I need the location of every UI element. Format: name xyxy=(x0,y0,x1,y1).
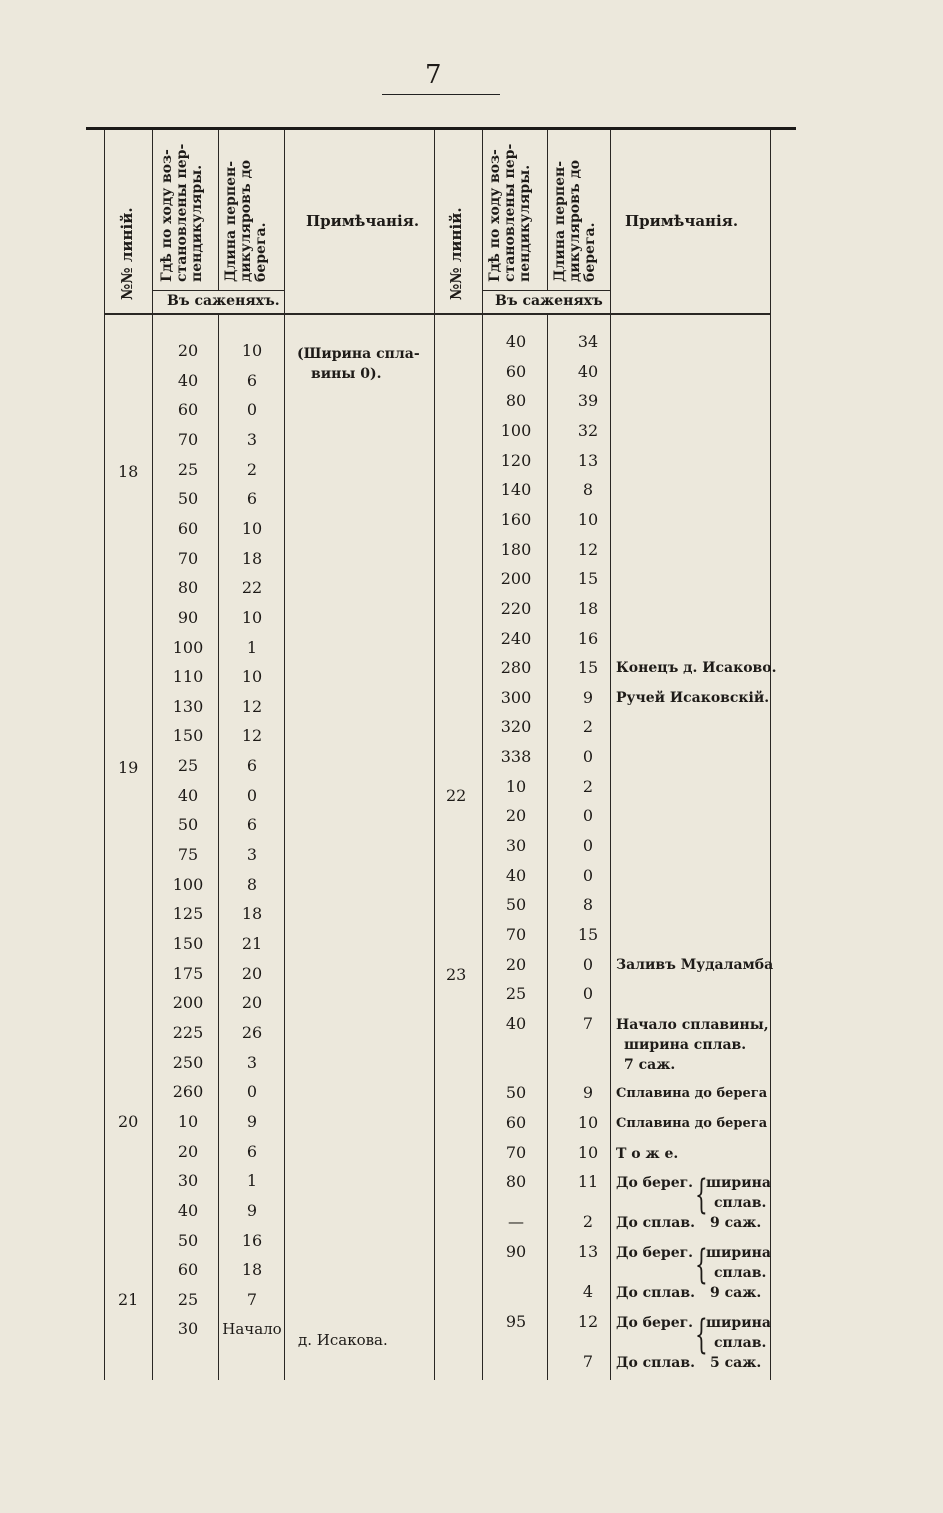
table-cell: 20 xyxy=(241,993,263,1012)
table-cell: 40 xyxy=(177,371,199,390)
table-cell: 3 xyxy=(246,845,258,864)
col-line-notes xyxy=(284,130,285,1380)
table-top-rule xyxy=(86,127,796,130)
units-right: Въ саженяхъ xyxy=(495,293,603,309)
table-cell: 10 xyxy=(177,1112,199,1131)
table-cell: 10 xyxy=(241,519,263,538)
header-line-no-left: №№ линій. xyxy=(118,207,136,300)
table-cell: 30 xyxy=(177,1319,199,1338)
table-cell: 6 xyxy=(246,489,258,508)
table-cell: 225 xyxy=(172,1023,204,1042)
table-cell: 180 xyxy=(500,540,532,559)
table-cell: 280 xyxy=(500,658,532,677)
table-cell: 20 xyxy=(241,964,263,983)
table-cell: 8 xyxy=(246,875,258,894)
table-cell: 0 xyxy=(582,836,594,855)
table-cell: 9 xyxy=(582,1083,594,1102)
table-cell: 12 xyxy=(241,726,263,745)
table-cell: 100 xyxy=(500,421,532,440)
table-cell: 70 xyxy=(177,549,199,568)
table-cell: 120 xyxy=(500,451,532,470)
table-cell: 13 xyxy=(577,451,599,470)
units-left: Въ саженяхъ. xyxy=(167,293,280,309)
table-cell: 150 xyxy=(172,726,204,745)
table-cell: 26 xyxy=(241,1023,263,1042)
table-cell: 110 xyxy=(172,667,204,686)
table-cell: 18 xyxy=(241,549,263,568)
table-cell: 30 xyxy=(177,1171,199,1190)
table-cell: 0 xyxy=(582,984,594,1003)
table-cell: 9 xyxy=(582,688,594,707)
line-number-18: 18 xyxy=(118,462,139,481)
table-cell: 125 xyxy=(172,904,204,923)
table-cell: 1 xyxy=(246,1171,258,1190)
page-number: 7 xyxy=(425,60,442,90)
table-cell: 80 xyxy=(177,578,199,597)
line-number-21: 21 xyxy=(118,1290,139,1309)
table-cell: 100 xyxy=(172,875,204,894)
table-cell: 80 xyxy=(505,1172,527,1191)
table-cell: 11 xyxy=(577,1172,599,1191)
table-cell: 320 xyxy=(500,717,532,736)
table-cell: 175 xyxy=(172,964,204,983)
table-cell: 10 xyxy=(577,1113,599,1132)
table-cell: 70 xyxy=(177,430,199,449)
table-cell: 16 xyxy=(241,1231,263,1250)
table-cell: 40 xyxy=(505,866,527,885)
table-cell: 15 xyxy=(577,925,599,944)
table-cell: 20 xyxy=(177,341,199,360)
table-cell: 4 xyxy=(582,1282,594,1301)
table-cell: 25 xyxy=(177,460,199,479)
table-cell: 12 xyxy=(577,540,599,559)
table-cell: 40 xyxy=(505,1014,527,1033)
table-cell: 90 xyxy=(177,608,199,627)
table-cell: 40 xyxy=(177,1201,199,1220)
note-width-0: (Ширина спла- вины 0). xyxy=(297,346,420,382)
note-isakova: д. Исакова. xyxy=(298,1331,388,1349)
table-cell: 18 xyxy=(577,599,599,618)
note-shore-2: Сплавина до берега xyxy=(616,1116,768,1131)
table-cell: 18 xyxy=(241,904,263,923)
table-cell: 25 xyxy=(505,984,527,1003)
table-cell: 3 xyxy=(246,430,258,449)
table-cell: 12 xyxy=(241,697,263,716)
table-border-left xyxy=(104,130,105,1380)
table-cell: — xyxy=(508,1212,524,1231)
table-cell: 7 xyxy=(582,1014,594,1033)
table-cell: 21 xyxy=(241,934,263,953)
header-notes-left: Примѣчанія. xyxy=(306,212,420,230)
table-cell: 60 xyxy=(177,400,199,419)
table-cell: Начало xyxy=(222,1320,282,1338)
table-cell: 0 xyxy=(582,955,594,974)
table-cell: 200 xyxy=(172,993,204,1012)
table-cell: 2 xyxy=(582,717,594,736)
table-cell: 50 xyxy=(177,489,199,508)
table-cell: 260 xyxy=(172,1082,204,1101)
table-cell: 250 xyxy=(172,1053,204,1072)
table-cell: 30 xyxy=(505,836,527,855)
table-cell: 50 xyxy=(505,895,527,914)
table-cell: 20 xyxy=(505,806,527,825)
table-cell: 6 xyxy=(246,756,258,775)
table-cell: 60 xyxy=(177,1260,199,1279)
table-cell: 6 xyxy=(246,1142,258,1161)
table-cell: 20 xyxy=(177,1142,199,1161)
table-cell: 2 xyxy=(582,1212,594,1231)
col-line-length xyxy=(218,130,219,290)
header-where-right: Гдѣ по ходу воз- становлены пер- пендикуляры. xyxy=(487,143,533,282)
table-cell: 20 xyxy=(505,955,527,974)
table-cell: 160 xyxy=(500,510,532,529)
table-cell: 100 xyxy=(172,638,204,657)
table-cell: 70 xyxy=(505,1143,527,1162)
table-cell: 13 xyxy=(577,1242,599,1261)
table-cell: 7 xyxy=(582,1352,594,1371)
note-stream: Ручей Исаковскій. xyxy=(616,690,770,706)
table-cell: 25 xyxy=(177,1290,199,1309)
line-number-20: 20 xyxy=(118,1112,139,1131)
table-cell: 22 xyxy=(241,578,263,597)
table-cell: 90 xyxy=(505,1242,527,1261)
table-cell: 40 xyxy=(577,362,599,381)
table-cell: 50 xyxy=(177,815,199,834)
table-cell: 10 xyxy=(241,608,263,627)
table-cell: 75 xyxy=(177,845,199,864)
table-cell: 200 xyxy=(500,569,532,588)
table-cell: 40 xyxy=(505,332,527,351)
header-length-left: Длина перпен- дикуляровъ до берега. xyxy=(223,159,269,282)
table-cell: 9 xyxy=(246,1201,258,1220)
table-cell: 9 xyxy=(246,1112,258,1131)
table-cell: 25 xyxy=(177,756,199,775)
note-bay: Заливъ Мудаламба xyxy=(616,957,774,973)
table-cell: 80 xyxy=(505,391,527,410)
table-cell: 50 xyxy=(177,1231,199,1250)
header-bottom-rule xyxy=(104,313,770,315)
table-cell: 0 xyxy=(246,786,258,805)
col-line-middle xyxy=(434,130,435,1380)
table-cell: 12 xyxy=(577,1312,599,1331)
table-cell: 130 xyxy=(172,697,204,716)
table-cell: 70 xyxy=(505,925,527,944)
table-cell: 300 xyxy=(500,688,532,707)
table-cell: 16 xyxy=(577,629,599,648)
table-cell: 39 xyxy=(577,391,599,410)
table-cell: 220 xyxy=(500,599,532,618)
note-shore-1: Сплавина до берега xyxy=(616,1086,768,1101)
table-cell: 32 xyxy=(577,421,599,440)
table-cell: 2 xyxy=(246,460,258,479)
table-cell: 34 xyxy=(577,332,599,351)
table-cell: 6 xyxy=(246,371,258,390)
table-cell: 2 xyxy=(582,777,594,796)
table-cell: 1 xyxy=(246,638,258,657)
table-cell: 10 xyxy=(505,777,527,796)
table-cell: 10 xyxy=(577,1143,599,1162)
table-cell: 10 xyxy=(241,667,263,686)
line-number-22: 22 xyxy=(446,786,467,805)
table-cell: 0 xyxy=(246,1082,258,1101)
col-line-where xyxy=(152,130,153,1380)
header-length-right: Длина перпен- дикуляровъ до берега. xyxy=(552,159,598,282)
note-start-splav: Начало сплавины, ширина сплав. 7 саж. xyxy=(616,1017,769,1073)
table-cell: 60 xyxy=(505,1113,527,1132)
table-cell: 0 xyxy=(582,747,594,766)
header-sub-rule-l xyxy=(152,290,284,291)
table-cell: 15 xyxy=(577,658,599,677)
table-cell: 338 xyxy=(500,747,532,766)
header-line-no-right: №№ линій. xyxy=(447,207,465,300)
note-isakovo-end: Конецъ д. Исаково. xyxy=(616,660,777,676)
col-line-length-r xyxy=(547,130,548,290)
table-cell: 6 xyxy=(246,815,258,834)
table-cell: 10 xyxy=(241,341,263,360)
table-cell: 10 xyxy=(577,510,599,529)
table-cell: 15 xyxy=(577,569,599,588)
page-number-rule xyxy=(382,94,500,95)
col-line-length-body xyxy=(218,315,219,1380)
note-same: Т о ж е. xyxy=(616,1146,679,1162)
header-sub-rule-r xyxy=(482,290,610,291)
table-cell: 50 xyxy=(505,1083,527,1102)
header-notes-right: Примѣчанія. xyxy=(625,212,739,230)
header-where-left: Гдѣ по ходу воз- становлены пер- пендикуляры. xyxy=(159,143,205,282)
table-cell: 18 xyxy=(241,1260,263,1279)
table-cell: 8 xyxy=(582,480,594,499)
table-cell: 95 xyxy=(505,1312,527,1331)
table-cell: 40 xyxy=(177,786,199,805)
table-cell: 150 xyxy=(172,934,204,953)
col-line-where-r xyxy=(482,130,483,1380)
table-cell: 0 xyxy=(246,400,258,419)
table-cell: 60 xyxy=(177,519,199,538)
table-cell: 0 xyxy=(582,866,594,885)
table-cell: 7 xyxy=(246,1290,258,1309)
table-cell: 8 xyxy=(582,895,594,914)
line-number-19: 19 xyxy=(118,758,139,777)
table-cell: 140 xyxy=(500,480,532,499)
col-line-length-r-body xyxy=(547,315,548,1380)
table-cell: 240 xyxy=(500,629,532,648)
table-cell: 60 xyxy=(505,362,527,381)
table-cell: 0 xyxy=(582,806,594,825)
line-number-23: 23 xyxy=(446,965,467,984)
table-cell: 3 xyxy=(246,1053,258,1072)
